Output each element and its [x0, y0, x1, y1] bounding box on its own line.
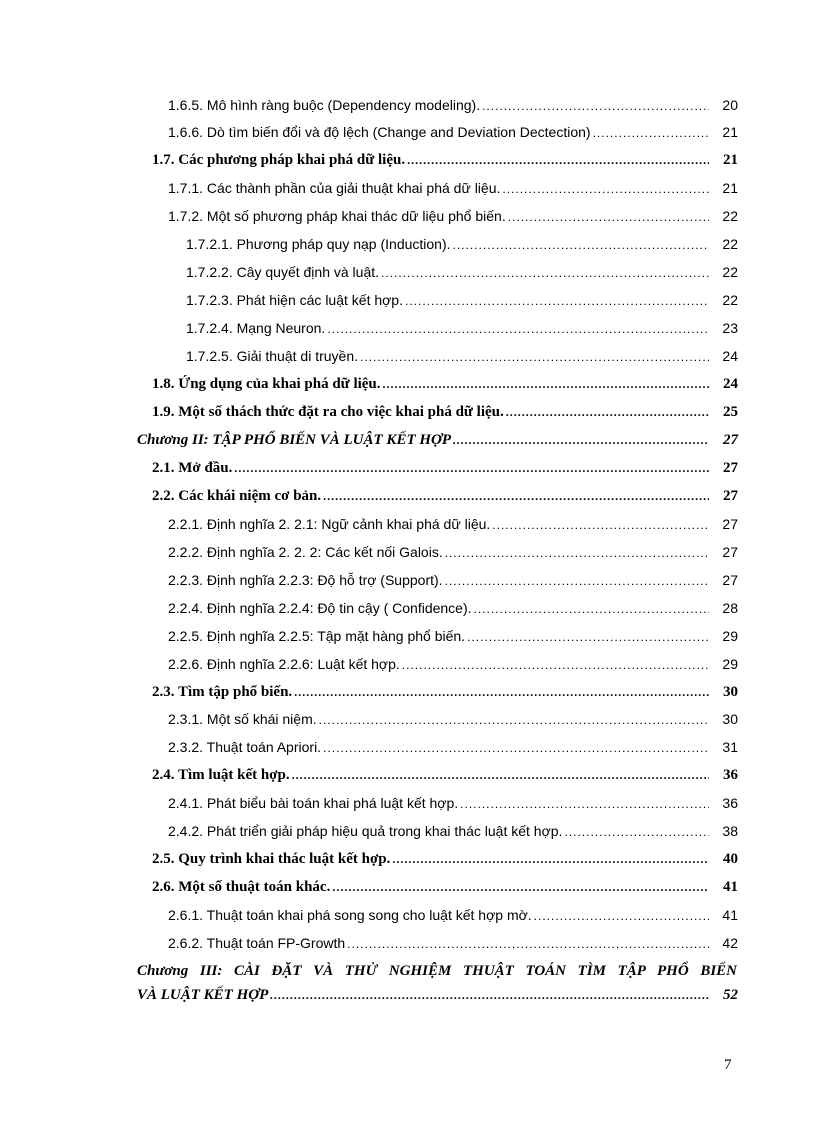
toc-entry-page: 29	[722, 656, 738, 672]
toc-entry-title: 2.3.2. Thuật toán Apriori.	[168, 739, 322, 755]
toc-entry-page: 36	[722, 795, 738, 811]
leader-dots	[292, 763, 709, 787]
leader-dots	[534, 904, 709, 928]
toc-entry-page: 21	[722, 180, 738, 196]
toc-entry-page: 41	[723, 879, 738, 895]
leader-dots	[327, 317, 709, 341]
toc-entry-page: 22	[722, 292, 738, 308]
toc-entry-title: 1.7.2. Một số phương pháp khai thác dữ liệu phổ biến.	[168, 208, 506, 224]
leader-dots	[508, 205, 709, 229]
leader-dots	[270, 983, 709, 1007]
toc-entry-title: 2.3. Tìm tập phổ biến.	[152, 684, 293, 700]
leader-dots	[482, 94, 709, 118]
toc-entry-title: 1.7.2.3. Phát hiện các luật kết hợp.	[186, 292, 403, 308]
toc-entry[interactable]	[168, 596, 738, 620]
toc-entry[interactable]	[152, 763, 738, 787]
toc-entry[interactable]	[152, 847, 738, 871]
toc-entry-title: 2.4.1. Phát biểu bài toán khai phá luật kết hợp.	[168, 795, 459, 811]
leader-dots	[323, 736, 709, 760]
leader-dots	[460, 792, 709, 816]
toc-entry[interactable]	[168, 707, 738, 731]
leader-dots	[383, 372, 709, 396]
toc-entry-page: 31	[722, 739, 738, 755]
toc-entry[interactable]	[168, 204, 738, 228]
toc-entry[interactable]	[186, 260, 738, 284]
toc-entry-title: 2.3.1. Một số khái niệm.	[168, 711, 317, 727]
leader-dots	[593, 121, 709, 145]
toc-entry-page: 27	[722, 572, 738, 588]
toc-entry[interactable]	[152, 680, 738, 704]
leader-dots	[405, 289, 709, 313]
toc-entry-page: 29	[722, 628, 738, 644]
toc-entry-page: 22	[722, 264, 738, 280]
toc-entry-page: 24	[723, 376, 738, 392]
toc-entry[interactable]	[152, 148, 738, 172]
toc-entry-page: 30	[722, 711, 738, 727]
leader-dots	[445, 541, 709, 565]
leader-dots	[319, 708, 709, 732]
toc-entry[interactable]	[186, 232, 738, 256]
toc-chapter-title-line2: VÀ LUẬT KẾT HỢP	[137, 987, 269, 1003]
toc-entry-title: 2.2.1. Định nghĩa 2. 2.1: Ngữ cảnh khai phá dữ liệu.	[168, 516, 491, 532]
toc-entry-page: 42	[722, 935, 738, 951]
toc-entry[interactable]	[152, 875, 738, 899]
leader-dots	[234, 456, 709, 480]
toc-entry[interactable]	[168, 540, 738, 564]
toc-entry[interactable]	[168, 903, 738, 927]
toc-entry-title: 2.2.5. Định nghĩa 2.2.5: Tập mặt hàng phổ biến.	[168, 628, 466, 644]
toc-entry-title: 1.6.6. Dò tìm biến đổi và độ lệch (Change and Deviation Dectection)	[168, 124, 591, 140]
toc-entry-page: 27	[723, 488, 738, 504]
toc-entry-page: 21	[723, 152, 738, 168]
toc-entry-page: 25	[723, 404, 738, 420]
leader-dots	[294, 680, 709, 704]
toc-entry-page: 24	[722, 348, 738, 364]
toc-chapter-title-line1[interactable]: Chương III: CÀI ĐẶT VÀ THỬ NGHIỆM THUẬT TOÁN TÌM TẬP PHỔ BIẾN	[137, 963, 737, 979]
leader-dots	[474, 597, 709, 621]
leader-dots	[502, 177, 709, 201]
toc-entry-title: 1.7.1. Các thành phần của giải thuật khai phá dữ liệu.	[168, 180, 501, 196]
toc-entry[interactable]	[168, 512, 738, 536]
toc-entry-title: 1.9. Một số thách thức đặt ra cho việc khai phá dữ liệu.	[152, 404, 504, 420]
toc-entry-title: 2.2.3. Định nghĩa 2.2.3: Độ hỗ trợ (Support).	[168, 572, 443, 588]
toc-entry-page: 20	[722, 97, 738, 113]
toc-entry-page: 23	[722, 320, 738, 336]
leader-dots	[323, 484, 709, 508]
toc-entry[interactable]	[168, 568, 738, 592]
toc-entry-title: 2.6.2. Thuật toán FP-Growth	[168, 935, 346, 951]
page-number: 7	[724, 1057, 732, 1073]
toc-entry-title: 2.5. Quy trình khai thác luật kết hợp.	[152, 851, 391, 867]
toc-entry-title: 2.2.2. Định nghĩa 2. 2. 2: Các kết nối Galois.	[168, 544, 443, 560]
toc-entry-page: 28	[722, 600, 738, 616]
toc-entry-page: 22	[722, 236, 738, 252]
toc-entry-title: 2.6. Một số thuật toán khác.	[152, 879, 331, 895]
toc-chapter[interactable]	[137, 983, 738, 1007]
toc-entry-title: 2.2. Các khái niệm cơ bản.	[152, 488, 322, 504]
toc-entry-title: 2.4. Tìm luật kết hợp.	[152, 767, 290, 783]
toc-entry-page: 27	[723, 460, 738, 476]
toc-entry-page: 40	[723, 851, 738, 867]
leader-dots	[453, 233, 709, 257]
toc-entry[interactable]	[168, 791, 738, 815]
toc-entry-page: 21	[722, 124, 738, 140]
toc-entry-title: 1.8. Ứng dụng của khai phá dữ liệu.	[152, 376, 381, 392]
toc-entry[interactable]	[168, 931, 738, 955]
leader-dots	[360, 345, 709, 369]
toc-entry-title: 1.7.2.5. Giải thuật di truyền.	[186, 348, 358, 364]
leader-dots	[467, 625, 709, 649]
toc-entry-title: 1.7.2.1. Phương pháp quy nạp (Induction).	[186, 236, 451, 252]
toc-entry-page: 27	[722, 544, 738, 560]
leader-dots	[506, 400, 709, 424]
toc-entry[interactable]	[168, 120, 738, 144]
leader-dots	[402, 653, 709, 677]
toc-entry-title: 1.7. Các phương pháp khai phá dữ liệu.	[152, 152, 406, 168]
toc-chapter-page: 27	[723, 432, 738, 448]
toc-entry-page: 41	[722, 907, 738, 923]
leader-dots	[347, 932, 709, 956]
toc-entry-title: 2.2.4. Định nghĩa 2.2.4: Độ tin cậy ( Confidence).	[168, 600, 472, 616]
toc-chapter-page: 52	[723, 987, 738, 1003]
leader-dots	[381, 261, 709, 285]
leader-dots	[407, 148, 709, 172]
toc-entry-page: 27	[722, 516, 738, 532]
toc-entry[interactable]	[168, 819, 738, 843]
toc-entry-title: 1.7.2.2. Cây quyết định và luật.	[186, 264, 380, 280]
toc-entry[interactable]	[168, 652, 738, 676]
toc-entry-title: 2.4.2. Phát triển giải pháp hiệu quả trong khai thác luật kết hợp.	[168, 823, 563, 839]
toc-entry-title: 1.7.2.4. Mạng Neuron.	[186, 320, 326, 336]
toc-entry[interactable]	[168, 93, 738, 117]
toc-entry-page: 22	[722, 208, 738, 224]
toc-entry-title: 1.6.5. Mô hình ràng buộc (Dependency modeling).	[168, 97, 481, 113]
toc-chapter-title: Chương II: TẬP PHỔ BIẾN VÀ LUẬT KẾT HỢP	[137, 432, 452, 448]
leader-dots	[332, 875, 709, 899]
toc-entry[interactable]	[152, 400, 738, 424]
toc-entry-page: 30	[723, 684, 738, 700]
toc-entry[interactable]	[168, 624, 738, 648]
leader-dots	[453, 428, 709, 452]
toc-entry[interactable]	[186, 344, 738, 368]
toc-entry-page: 38	[722, 823, 738, 839]
toc-entry[interactable]	[152, 456, 738, 480]
toc-entry[interactable]	[168, 735, 738, 759]
toc-entry[interactable]	[186, 316, 738, 340]
toc-entry-title: 2.6.1. Thuật toán khai phá song song cho luật kết hợp mờ.	[168, 907, 532, 923]
toc-entry[interactable]	[152, 372, 738, 396]
leader-dots	[445, 569, 709, 593]
leader-dots	[564, 820, 709, 844]
toc-entry-page: 36	[723, 767, 738, 783]
toc-entry-title: 2.2.6. Định nghĩa 2.2.6: Luật kết hợp.	[168, 656, 400, 672]
leader-dots	[392, 847, 709, 871]
toc-entry[interactable]	[168, 176, 738, 200]
toc-entry[interactable]	[186, 288, 738, 312]
leader-dots	[492, 513, 709, 537]
toc-entry[interactable]	[152, 484, 738, 508]
toc-chapter[interactable]	[137, 428, 738, 452]
toc-entry-title: 2.1. Mở đầu.	[152, 460, 233, 476]
